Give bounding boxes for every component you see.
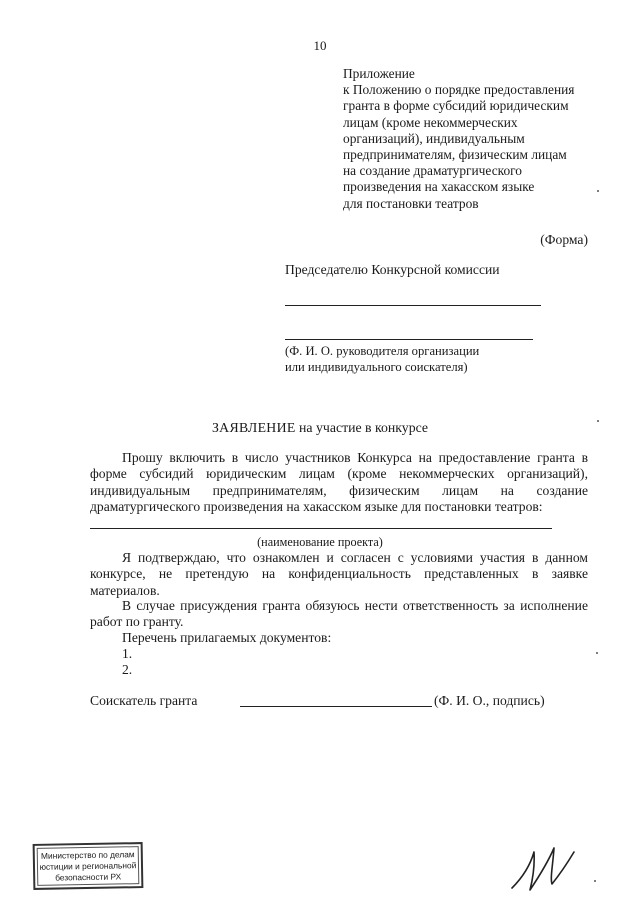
- scan-speck: [594, 880, 596, 882]
- list-item: 2.: [122, 662, 133, 677]
- ministry-stamp: [33, 842, 144, 890]
- paragraph-request: Прошу включить в число участников Конкурса на предоставление гранта в форме субсидий юридическим лицам (кроме некоммерческих организаций), индивидуальным предпринимателям, физическим лицам на создание драматургического произведения на хакасском языке для постановки театров:: [90, 450, 588, 514]
- appendix-line: на создание драматургического: [343, 163, 523, 179]
- signature-line: [240, 706, 432, 707]
- appendix-header: [343, 66, 603, 212]
- paragraph-responsibility: В случае присуждения гранта обязуюсь нести ответственность за исполнение работ по гранту.: [90, 598, 588, 630]
- documents-label: Перечень прилагаемых документов:: [122, 630, 332, 645]
- addressee-blank-line-2: [285, 339, 533, 340]
- page-number: 10: [313, 38, 327, 53]
- stamp-line: безопасности РХ: [55, 871, 122, 883]
- caption-line: или индивидуального соискателя): [285, 360, 468, 374]
- appendix-line: для постановки театров: [343, 195, 479, 211]
- appendix-line: гранта в форме субсидий юридическим: [343, 98, 569, 114]
- appendix-line: Приложение: [343, 66, 415, 81]
- stamp-line: юстиции и региональной: [39, 860, 137, 872]
- appendix-line: лицам (кроме некоммерческих: [343, 114, 518, 130]
- signature-caption: (Ф. И. О., подпись): [434, 693, 545, 708]
- scan-speck: [597, 190, 599, 192]
- appendix-line: к Положению о порядке предоставления: [343, 82, 575, 98]
- applicant-label: Соискатель гранта: [90, 693, 198, 708]
- caption-line: (Ф. И. О. руководителя организации: [285, 344, 480, 358]
- appendix-line: предпринимателям, физическим лицам: [343, 147, 567, 163]
- title-main: ЗАЯВЛЕНИЕ: [211, 420, 296, 435]
- stamp-line: Министерство по делам: [40, 849, 135, 861]
- appendix-line: произведения на хакасском языке: [343, 179, 535, 195]
- appendix-line: организаций), индивидуальным: [343, 130, 525, 146]
- project-name-line: [90, 528, 552, 529]
- document-title: [0, 420, 640, 436]
- addressee: Председателю Конкурсной комиссии: [285, 262, 500, 277]
- project-caption: (наименование проекта): [257, 535, 383, 549]
- handwritten-signature: [508, 838, 578, 898]
- paragraph-confirmation: Я подтверждаю, что ознакомлен и согласен с условиями участия в данном конкурсе, не претендую на конфиденциальность представленных в заявке материалов.: [90, 550, 588, 598]
- addressee-caption: [285, 343, 479, 375]
- form-label: (Форма): [540, 232, 588, 247]
- addressee-blank-line-1: [285, 305, 541, 306]
- scan-speck: [596, 652, 598, 654]
- list-item: 1.: [122, 646, 133, 661]
- title-rest: на участие в конкурсе: [295, 420, 429, 435]
- scan-speck: [597, 420, 599, 422]
